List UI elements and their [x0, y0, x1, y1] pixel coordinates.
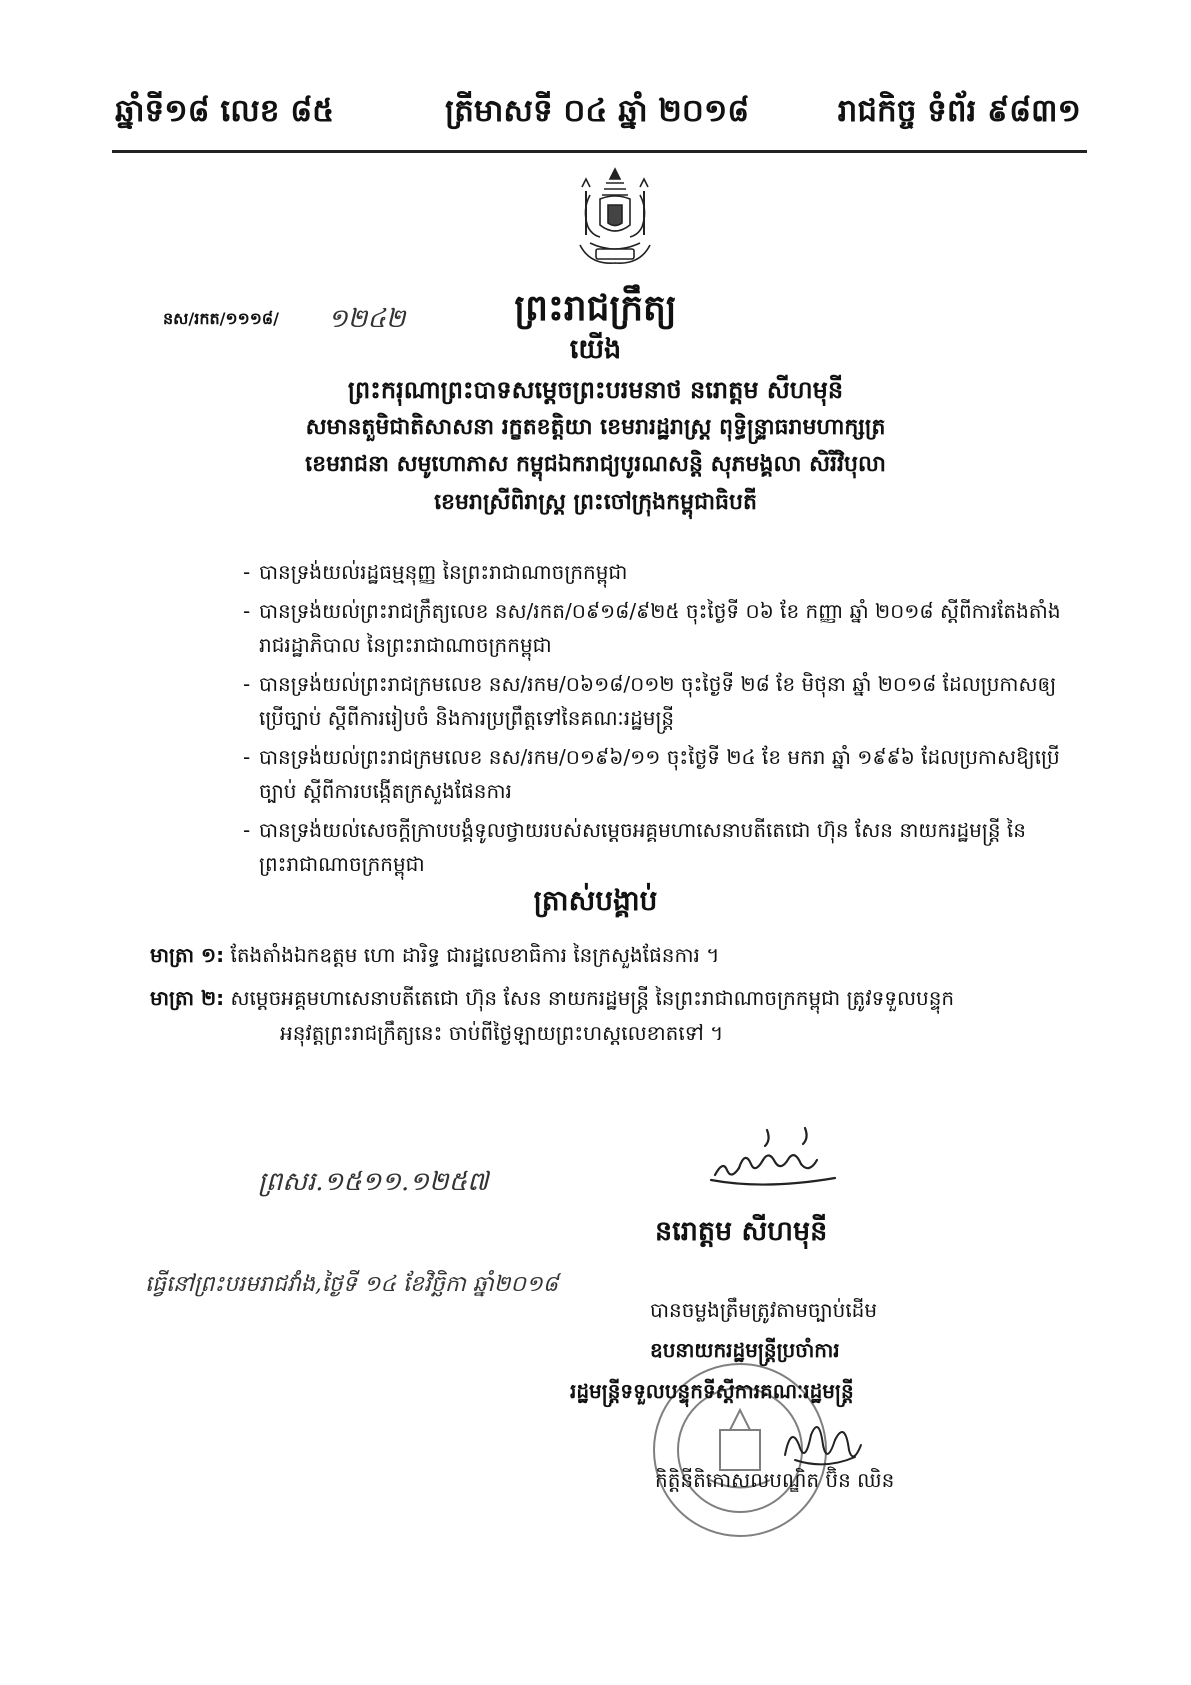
- countersign-line-2: ឧបនាយករដ្ឋមន្ត្រីប្រចាំការ: [650, 1338, 840, 1362]
- article-text: តែងតាំងឯកឧត្តម ហោ ដារិទ្ធ ជារដ្ឋលេខាធិការ នៃក្រសួងផែនការ ។: [230, 943, 720, 967]
- considerations-list: [245, 555, 1065, 886]
- consideration-item: - បានទ្រង់យល់ព្រះរាជក្រមលេខ នស/រកម/០៦១៨/០១២ ចុះថ្ងៃទី ២៨ ខែ មិថុនា ឆ្នាំ ២០១៨ ដែលប្រកាសឲ្យប្រើច្បាប់ ស្តីពីការរៀបចំ និងការប្រព្រឹត្តទៅនៃគណៈរដ្ឋមន្ត្រី: [245, 667, 1065, 735]
- article-label: មាត្រា ១:: [150, 943, 225, 967]
- gazette-quarter: ត្រីមាសទី ០៤ ឆ្នាំ ២០១៨: [445, 93, 750, 129]
- king-name: នរោត្តម សីហមុនី: [655, 1216, 828, 1247]
- reference-number: នស/រកត/១១១៨/: [163, 309, 279, 328]
- king-title-line: ខេមរាស្រីពិរាស្ត្រ ព្រះចៅក្រុងកម្ពុជាធិបតី: [434, 490, 757, 515]
- document-subtitle: យើង: [569, 334, 622, 365]
- article-label: មាត្រា ២:: [150, 986, 225, 1010]
- gazette-page: រាជកិច្ច ទំព័រ ៩៨៣១: [837, 93, 1081, 129]
- reference-number-handwritten: ១២៤២: [328, 304, 406, 334]
- king-signature: [705, 1120, 845, 1195]
- king-title-line: សមានតួមិជាតិសាសនា រក្ខតខត្តិយា ខេមរារដ្ឋរាស្ត្រ ពុទ្ធិន្ទ្រាធរាមហាក្សត្រ: [305, 415, 886, 440]
- king-title-line: ព្រះករុណាព្រះបាទសម្តេចព្រះបរមនាថ នរោត្តម សីហមុនី: [347, 376, 844, 404]
- consideration-item: - បានទ្រង់យល់ព្រះរាជក្រឹត្យលេខ នស/រកត/០៩១៨/៩២៥ ចុះថ្ងៃទី ០៦ ខែ កញ្ញា ឆ្នាំ ២០១៨ ស្តីពីការតែងតាំងរាជរដ្ឋាភិបាល នៃព្រះរាជាណាចក្រកម្ពុជា: [245, 594, 1065, 662]
- gazette-year-number: ឆ្នាំទី១៨ លេខ ៨៥: [115, 93, 335, 129]
- header-divider: [112, 150, 1087, 153]
- handwritten-note: ព្រសរ.១៥១១.១២៥៧: [258, 1167, 489, 1197]
- article-text: សម្តេចអគ្គមហាសេនាបតីតេជោ ហ៊ុន សែន នាយករដ្ឋមន្ត្រី នៃព្រះរាជាណាចក្រកម្ពុជា ត្រូវទទួលបន្ទុក: [230, 986, 955, 1010]
- date-line: ធ្វើនៅព្រះបរមរាជវាំង,ថ្ងៃទី ១៤ ខែវិច្ឆិកា ឆ្នាំ២០១៨: [145, 1272, 559, 1297]
- document-title: ព្រះរាជក្រឹត្យ: [514, 288, 677, 329]
- countersign-line-3: រដ្ឋមន្ត្រីទទួលបន្ទុកទីស្តីការគណៈរដ្ឋមន្ត្រី: [570, 1379, 854, 1403]
- consideration-item: - បានទ្រង់យល់ព្រះរាជក្រមលេខ នស/រកម/០១៩៦/១១ ចុះថ្ងៃទី ២៤ ខែ មករា ឆ្នាំ ១៩៩៦ ដែលប្រកាសឱ្យប្រើច្បាប់ ស្តីពីការបង្កើតក្រសួងផែនការ: [245, 740, 1065, 808]
- consideration-item: - បានទ្រង់យល់សេចក្តីក្រាបបង្គំទូលថ្វាយរបស់សម្តេចអគ្គមហាសេនាបតីតេជោ ហ៊ុន សែន នាយករដ្ឋមន្ត្រី នៃព្រះរាជាណាចក្រកម្ពុជា: [245, 813, 1065, 881]
- royal-emblem-icon: [560, 165, 670, 275]
- article-2: [150, 981, 1050, 1051]
- decree-heading: ត្រាស់បង្គាប់: [533, 884, 658, 917]
- minister-signature: [775, 1405, 865, 1475]
- countersign-line-1: បានចម្លងត្រឹមត្រូវតាមច្បាប់ដើម: [650, 1298, 878, 1322]
- countersign-name: កិត្តិនីតិកោសលបណ្ឌិត ប៊ិន ឈិន: [655, 1468, 895, 1492]
- king-title-line: ខេមរាជនា សមូហោភាស កម្ពុជឯករាជ្យបូរណសន្តិ សុភមង្គលា សិរីវិបុលា: [305, 452, 886, 477]
- article-text-continued: អនុវត្តព្រះរាជក្រឹត្យនេះ ចាប់ពីថ្ងៃឡាយព្រះហស្តលេខាតទៅ ។: [280, 1021, 724, 1045]
- consideration-item: - បានទ្រង់យល់រដ្ឋធម្មនុញ្ញ នៃព្រះរាជាណាចក្រកម្ពុជា: [245, 555, 1065, 589]
- article-1: [150, 938, 1050, 973]
